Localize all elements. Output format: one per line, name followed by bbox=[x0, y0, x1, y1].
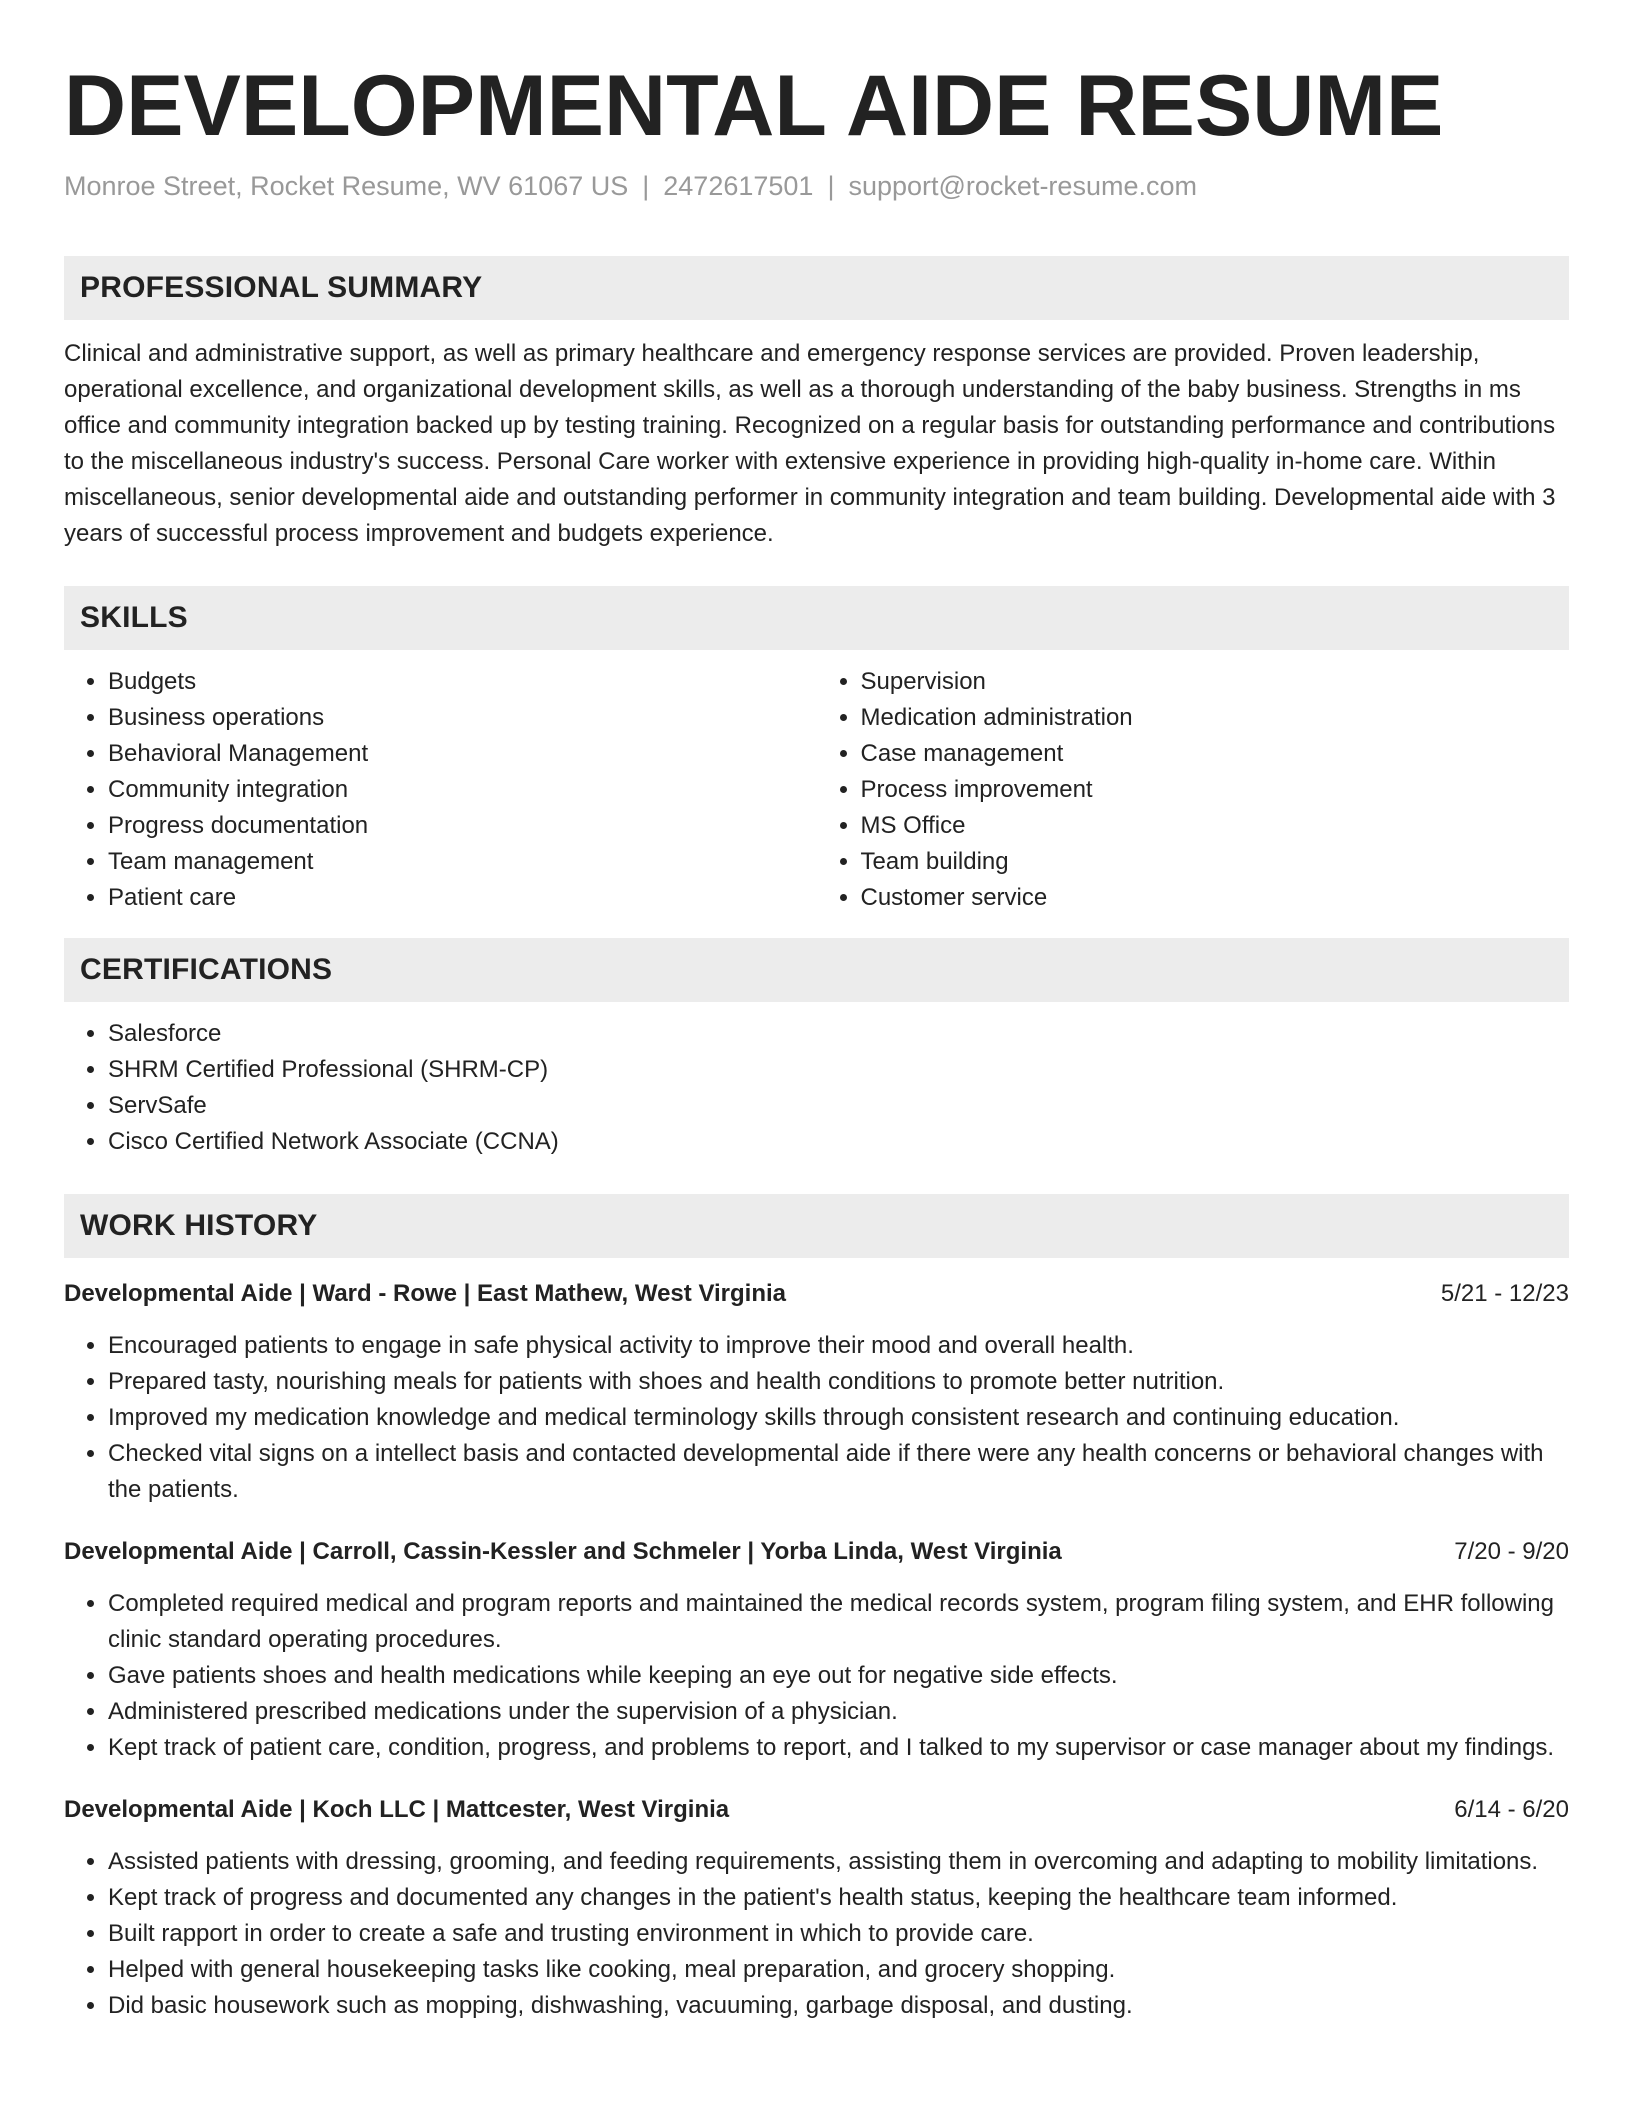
summary-text: Clinical and administrative support, as well as primary healthcare and emergency response services are provided. Proven leadership, operational excellence, and organizational development skills, as well as a thorough understanding of the baby business. Strengths in ms office and community integration backed up by testing training. Recognized on a regular basis for outstanding performance and contributions to the miscellaneous industry's success. Personal Care worker with extensive experience in providing high-quality in-home care. Within miscellaneous, senior developmental aide and outstanding performer in community integration and team building. Developmental aide with 3 years of successful process improvement and budgets experience. bbox=[64, 340, 1556, 547]
job-bullet: • Built rapport in order to create a safe and trusting environment in which to provide care. bbox=[108, 1916, 1569, 1952]
skills-right-column bbox=[817, 664, 1570, 916]
skill-item: • Team building bbox=[861, 844, 1570, 880]
job-title: Developmental Aide | Ward - Rowe | East Mathew, West Virginia bbox=[64, 1280, 787, 1307]
work-history-section bbox=[64, 1194, 1569, 2024]
contact-email[interactable]: support@rocket-resume.com bbox=[848, 171, 1197, 201]
resume-title: DEVELOPMENTAL AIDE RESUME bbox=[64, 58, 1444, 154]
summary-section bbox=[64, 256, 1569, 552]
skill-item: • MS Office bbox=[861, 808, 1570, 844]
job-bullet: • Assisted patients with dressing, grooming, and feeding requirements, assisting them in overcoming and adapting to mobility limitations. bbox=[108, 1844, 1569, 1880]
skill-item: • Case management bbox=[861, 736, 1570, 772]
job-header bbox=[64, 1534, 1569, 1570]
job-entry bbox=[64, 1276, 1569, 1508]
skill-item: • Community integration bbox=[108, 772, 817, 808]
job-dates: 7/20 - 9/20 bbox=[1454, 1538, 1569, 1565]
certification-item: • ServSafe bbox=[108, 1088, 1569, 1124]
certifications-section bbox=[64, 938, 1569, 1160]
contact-line bbox=[64, 168, 1569, 204]
job-bullets bbox=[64, 1328, 1569, 1508]
certifications-heading: CERTIFICATIONS bbox=[64, 938, 1569, 1002]
contact-address: Monroe Street, Rocket Resume, WV 61067 US bbox=[64, 171, 629, 201]
contact-separator: | bbox=[827, 171, 835, 201]
skills-heading: SKILLS bbox=[64, 586, 1569, 650]
contact-separator: | bbox=[642, 171, 650, 201]
job-dates: 6/14 - 6/20 bbox=[1454, 1796, 1569, 1823]
certifications-list bbox=[64, 1016, 1569, 1160]
job-bullet: • Kept track of patient care, condition, progress, and problems to report, and I talked to my supervisor or case manager about my findings. bbox=[108, 1730, 1569, 1766]
work-history-heading: WORK HISTORY bbox=[64, 1194, 1569, 1258]
certification-item: • Salesforce bbox=[108, 1016, 1569, 1052]
skill-item: • Business operations bbox=[108, 700, 817, 736]
skill-item: • Budgets bbox=[108, 664, 817, 700]
skill-item: • Process improvement bbox=[861, 772, 1570, 808]
skills-grid bbox=[64, 664, 1569, 916]
job-bullet: • Administered prescribed medications under the supervision of a physician. bbox=[108, 1694, 1569, 1730]
skill-item: • Medication administration bbox=[861, 700, 1570, 736]
resume-page bbox=[64, 0, 1569, 2024]
job-bullet: • Kept track of progress and documented any changes in the patient's health status, keeping the healthcare team informed. bbox=[108, 1880, 1569, 1916]
certification-item: • Cisco Certified Network Associate (CCNA) bbox=[108, 1124, 1569, 1160]
job-bullet: • Helped with general housekeeping tasks like cooking, meal preparation, and grocery shopping. bbox=[108, 1952, 1569, 1988]
job-dates: 5/21 - 12/23 bbox=[1440, 1280, 1569, 1307]
job-bullet: • Checked vital signs on a intellect basis and contacted developmental aide if there were any health concerns or behavioral changes with the patients. bbox=[108, 1436, 1569, 1508]
skills-left-column bbox=[64, 664, 817, 916]
skill-item: • Customer service bbox=[861, 880, 1570, 916]
contact-phone: 2472617501 bbox=[663, 171, 814, 201]
summary-heading: PROFESSIONAL SUMMARY bbox=[64, 256, 1569, 320]
job-bullet: • Did basic housework such as mopping, dishwashing, vacuuming, garbage disposal, and dusting. bbox=[108, 1988, 1569, 2024]
job-title: Developmental Aide | Koch LLC | Mattcester, West Virginia bbox=[64, 1796, 730, 1823]
job-bullets bbox=[64, 1586, 1569, 1766]
skill-item: • Behavioral Management bbox=[108, 736, 817, 772]
job-bullets bbox=[64, 1844, 1569, 2024]
job-entry bbox=[64, 1534, 1569, 1766]
job-bullet: • Prepared tasty, nourishing meals for patients with shoes and health conditions to promote better nutrition. bbox=[108, 1364, 1569, 1400]
certification-item: • SHRM Certified Professional (SHRM-CP) bbox=[108, 1052, 1569, 1088]
skill-item: • Progress documentation bbox=[108, 808, 817, 844]
skills-section bbox=[64, 586, 1569, 916]
skill-item: • Patient care bbox=[108, 880, 817, 916]
job-bullet: • Encouraged patients to engage in safe physical activity to improve their mood and overall health. bbox=[108, 1328, 1569, 1364]
job-header bbox=[64, 1792, 1569, 1828]
job-bullet: • Completed required medical and program reports and maintained the medical records system, program filing system, and EHR following clinic standard operating procedures. bbox=[108, 1586, 1569, 1658]
job-title: Developmental Aide | Carroll, Cassin-Kessler and Schmeler | Yorba Linda, West Virginia bbox=[64, 1538, 1062, 1565]
skill-item: • Team management bbox=[108, 844, 817, 880]
skill-item: • Supervision bbox=[861, 664, 1570, 700]
job-bullet: • Gave patients shoes and health medications while keeping an eye out for negative side effects. bbox=[108, 1658, 1569, 1694]
job-entry bbox=[64, 1792, 1569, 2024]
job-header bbox=[64, 1276, 1569, 1312]
job-bullet: • Improved my medication knowledge and medical terminology skills through consistent research and continuing education. bbox=[108, 1400, 1569, 1436]
